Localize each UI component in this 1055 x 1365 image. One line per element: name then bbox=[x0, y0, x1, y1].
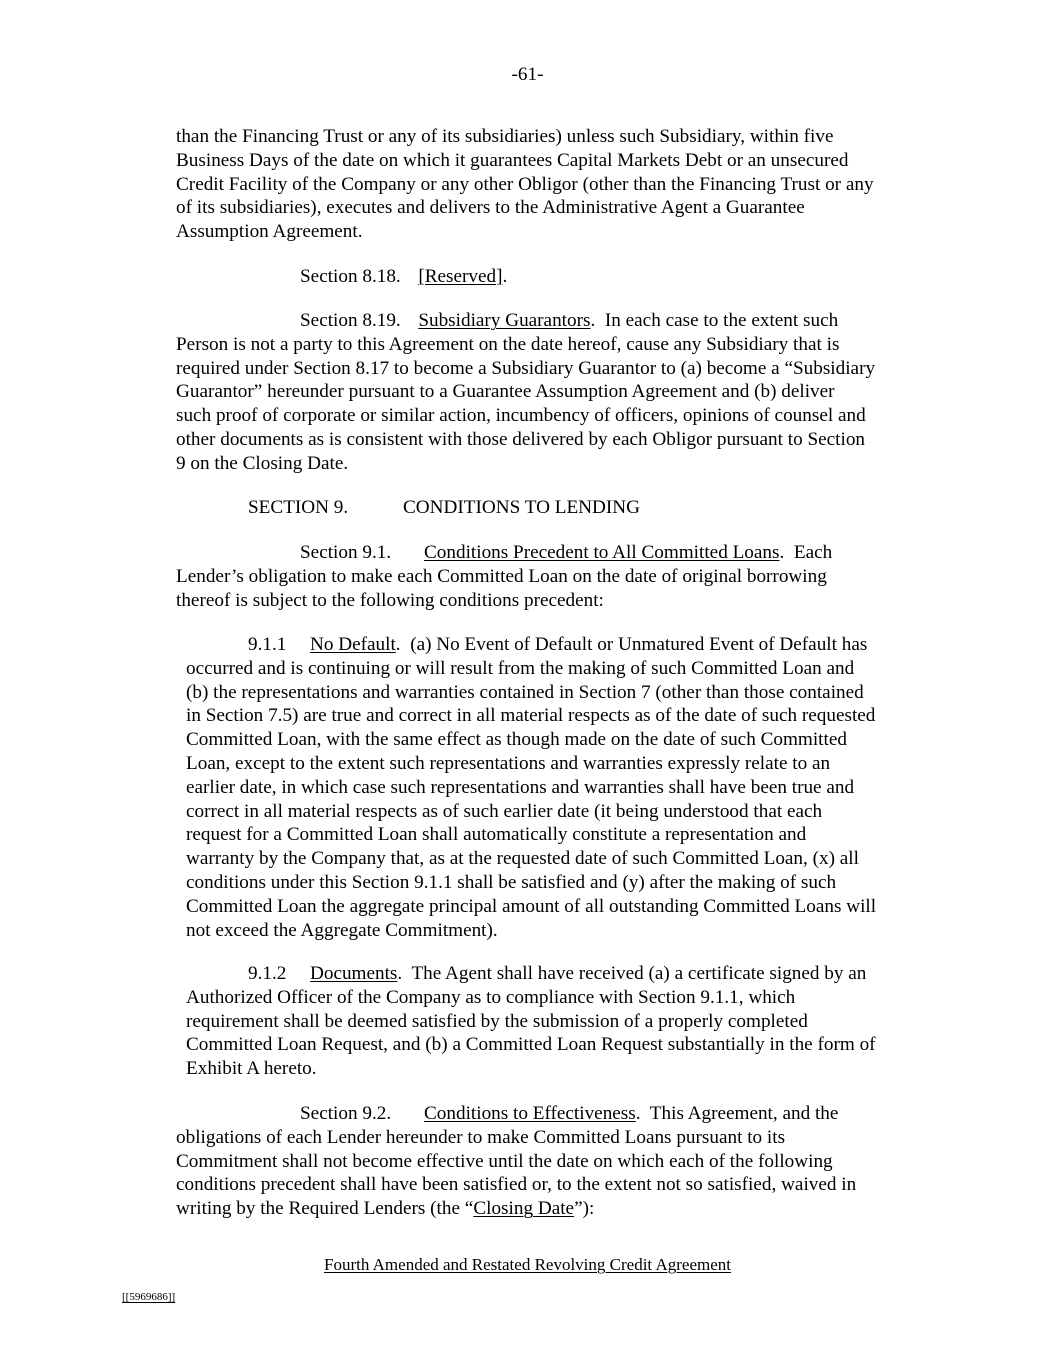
article-title: CONDITIONS TO LENDING bbox=[403, 497, 640, 518]
text-line: request for a Committed Loan shall automatically constitute a representation and bbox=[186, 824, 807, 846]
text-line: required under Section 8.17 to become a Subsidiary Guarantor to (a) become a “Subsidiary bbox=[176, 357, 876, 379]
document-id bbox=[122, 1290, 175, 1304]
section-title: Conditions to Effectiveness bbox=[424, 1103, 636, 1124]
section-9-1 bbox=[176, 541, 946, 612]
text-line: of its subsidiaries), executes and delivers to the Administrative Agent a Guarantee bbox=[176, 197, 805, 219]
subsection-number: 9.1.2 bbox=[248, 963, 287, 984]
text-line: correct in all material respects as of such earlier date (it being understood that each bbox=[186, 800, 823, 822]
text-line: Guarantor” hereunder pursuant to a Guarantee Assumption Agreement and (b) deliver bbox=[176, 381, 835, 403]
document-id-text: [[5969686]] bbox=[122, 1291, 176, 1303]
footer-title-text: Fourth Amended and Restated Revolving Credit Agreement bbox=[324, 1255, 731, 1274]
section-text: . Each bbox=[779, 542, 833, 563]
section-9-heading bbox=[176, 496, 946, 520]
text-line: Loan, except to the extent such representations and warranties expressly relate to an bbox=[186, 752, 831, 774]
section-number: Section 8.18. bbox=[300, 266, 401, 287]
subsection-text: . The Agent shall have received (a) a certificate signed by an bbox=[397, 963, 867, 984]
text-line: conditions under this Section 9.1.1 shall be satisfied and (y) after the making of such bbox=[186, 871, 837, 893]
text-line: conditions precedent shall have been satisfied or, to the extent not so satisfied, waived in bbox=[176, 1174, 857, 1196]
text-line: not exceed the Aggregate Commitment). bbox=[186, 919, 498, 941]
continuation-paragraph bbox=[176, 125, 946, 244]
text-line: Credit Facility of the Company or any other Obligor (other than the Financing Trust or any bbox=[176, 173, 874, 195]
text-line: Assumption Agreement. bbox=[176, 221, 363, 243]
text-line: such proof of corporate or similar action, incumbency of officers, opinions of counsel and bbox=[176, 405, 866, 427]
text-fragment: writing by the Required Lenders (the “ bbox=[176, 1198, 474, 1220]
text-line: other documents as is consistent with those delivered by each Obligor pursuant to Section bbox=[176, 428, 866, 450]
text-line: Authorized Officer of the Company as to compliance with Section 9.1.1, which bbox=[186, 986, 796, 1008]
text-line: Committed Loan Request, and (b) a Committed Loan Request substantially in the form of bbox=[186, 1034, 876, 1056]
text-line: occurred and is continuing or will result from the making of such Committed Loan and bbox=[186, 657, 855, 679]
section-8-18 bbox=[176, 265, 946, 289]
section-number: Section 9.2. bbox=[300, 1103, 392, 1124]
section-8-19 bbox=[176, 309, 946, 476]
text-line: Committed Loan, with the same effect as though made on the date of such Committed bbox=[186, 729, 847, 751]
subsection-title: Documents bbox=[310, 963, 398, 984]
text-line: Business Days of the date on which it guarantees Capital Markets Debt or an unsecured bbox=[176, 149, 849, 171]
text-line: Lender’s obligation to make each Committed Loan on the date of original borrowing bbox=[176, 565, 827, 587]
text-line bbox=[176, 1197, 946, 1221]
section-title: [Reserved] bbox=[418, 266, 503, 287]
text-fragment: ”): bbox=[574, 1198, 595, 1220]
section-title: Subsidiary Guarantors bbox=[418, 310, 591, 331]
text-line: (b) the representations and warranties contained in Section 7 (other than those contained bbox=[186, 681, 864, 703]
text-line: Commitment shall not become effective until the date on which each of the following bbox=[176, 1150, 833, 1172]
text-line: warranty by the Company that, as at the requested date of such Committed Loan, (x) all bbox=[186, 848, 859, 870]
defined-term: Closing Date bbox=[473, 1198, 575, 1220]
section-9-1-2 bbox=[186, 962, 956, 1081]
text-line: Exhibit A hereto. bbox=[186, 1058, 317, 1080]
text-line: Person is not a party to this Agreement on the date hereof, cause any Subsidiary that is bbox=[176, 333, 840, 355]
text-line: Committed Loan the aggregate principal amount of all outstanding Committed Loans will bbox=[186, 895, 877, 917]
text-line: thereof is subject to the following conditions precedent: bbox=[176, 589, 604, 611]
page-number: -61- bbox=[511, 64, 544, 85]
punctuation: . bbox=[502, 266, 508, 287]
subsection-text: . (a) No Event of Default or Unmatured Event of Default has bbox=[395, 634, 868, 655]
text-line: in Section 7.5) are true and correct in all material respects as of the date of such requested bbox=[186, 705, 876, 727]
section-text: . In each case to the extent such bbox=[590, 310, 839, 331]
article-number: SECTION 9. bbox=[248, 497, 349, 518]
text-line: 9 on the Closing Date. bbox=[176, 452, 349, 474]
section-text: . This Agreement, and the bbox=[635, 1103, 839, 1124]
text-line: requirement shall be deemed satisfied by the submission of a properly completed bbox=[186, 1010, 808, 1032]
section-title: Conditions Precedent to All Committed Loans bbox=[424, 542, 780, 563]
section-9-2 bbox=[176, 1102, 946, 1221]
text-line: obligations of each Lender hereunder to make Committed Loans pursuant to its bbox=[176, 1126, 786, 1148]
footer-document-title bbox=[0, 1253, 1055, 1277]
section-number: Section 8.19. bbox=[300, 310, 401, 331]
text-line: than the Financing Trust or any of its subsidiaries) unless such Subsidiary, within five bbox=[176, 126, 834, 147]
text-line: earlier date, in which case such representations and warranties shall have been true and bbox=[186, 776, 855, 798]
section-9-1-1 bbox=[186, 633, 956, 942]
section-number: Section 9.1. bbox=[300, 542, 392, 563]
subsection-title: No Default bbox=[310, 634, 396, 655]
subsection-number: 9.1.1 bbox=[248, 634, 287, 655]
